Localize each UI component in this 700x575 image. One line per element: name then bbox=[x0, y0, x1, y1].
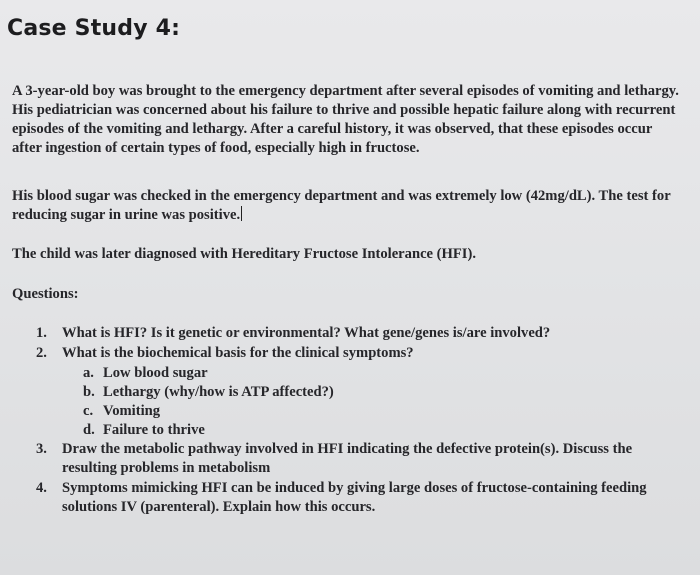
question-text: What is the biochemical basis for the clinical symptoms? bbox=[62, 345, 414, 361]
text-cursor bbox=[241, 206, 242, 221]
question-number: 4. bbox=[36, 480, 47, 496]
sub-question-item bbox=[83, 421, 681, 440]
blood-sugar-text: His blood sugar was checked in the emergency department and was extremely low (42mg/dL). The test for reducing sugar in urine was positive. bbox=[12, 188, 671, 223]
question-item bbox=[36, 324, 681, 343]
case-description-paragraph: A 3-year-old boy was brought to the emergency department after several episodes of vomiting and lethargy. His pediatrician was concerned about his failure to thrive and possible hepatic failure along with recurrent episodes of the vomiting and lethargy. After a careful history, it was observed, that these episodes occur after ingestion of certain types of food, especially high in fructose. bbox=[12, 83, 679, 156]
sub-question-item bbox=[83, 383, 681, 402]
question-number: 1. bbox=[36, 325, 47, 341]
question-number: 2. bbox=[36, 345, 47, 361]
questions-list bbox=[36, 324, 681, 518]
question-text: What is HFI? Is it genetic or environmental? What gene/genes is/are involved? bbox=[62, 325, 551, 341]
sub-questions-list bbox=[36, 364, 681, 440]
sub-question-item bbox=[83, 364, 681, 383]
sub-question-letter: b. bbox=[83, 384, 95, 400]
sub-question-group bbox=[36, 364, 681, 440]
question-text: Draw the metabolic pathway involved in HFI indicating the defective protein(s). Discuss the resulting problems in metabolism bbox=[62, 441, 633, 476]
page-title: Case Study 4: bbox=[7, 16, 181, 41]
question-item bbox=[36, 440, 681, 478]
sub-question-text: Low blood sugar bbox=[103, 365, 208, 381]
sub-question-letter: a. bbox=[83, 365, 94, 381]
sub-question-text: Vomiting bbox=[103, 403, 161, 419]
question-text: Symptoms mimicking HFI can be induced by giving large doses of fructose-containing feeding solutions IV (parenteral). Explain how this occurs. bbox=[62, 480, 647, 515]
sub-question-text: Lethargy (why/how is ATP affected?) bbox=[103, 384, 334, 400]
sub-question-letter: d. bbox=[83, 422, 95, 438]
sub-question-text: Failure to thrive bbox=[103, 422, 205, 438]
questions-heading: Questions: bbox=[12, 286, 79, 302]
diagnosis-paragraph: The child was later diagnosed with Hereditary Fructose Intolerance (HFI). bbox=[12, 246, 476, 262]
sub-question-letter: c. bbox=[83, 403, 94, 419]
question-item bbox=[36, 344, 681, 363]
question-number: 3. bbox=[36, 441, 47, 457]
sub-question-item bbox=[83, 402, 681, 421]
question-item bbox=[36, 479, 681, 517]
blood-sugar-paragraph bbox=[12, 187, 682, 225]
